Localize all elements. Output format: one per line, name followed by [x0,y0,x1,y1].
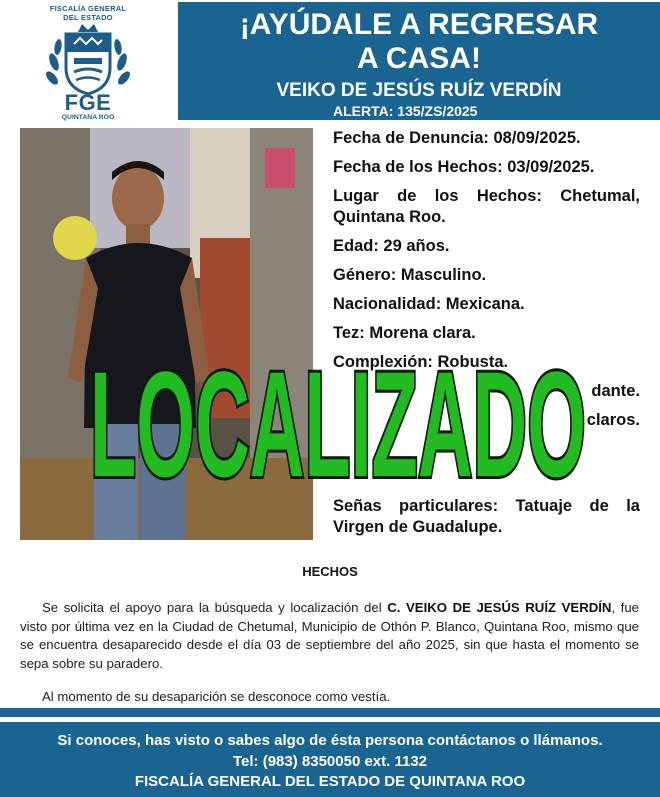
footer-agency: FISCALÍA GENERAL DEL ESTADO DE QUINTANA ROO [134,773,526,790]
detail-senas-line-1: Señas particulares: Tatuaje de la [333,497,640,515]
hechos-paragraph [20,599,639,673]
person-name: VEIKO DE JESÚS RUÍZ VERDÍN [276,80,562,101]
hechos-paragraph-start: Se solicita el apoyo para la búsqueda y localización del [42,600,388,615]
alert-number: ALERTA: 135/ZS/2025 [333,103,478,119]
logo-top-text: FISCALÍA GENERAL DEL ESTADO [49,4,127,22]
header-banner [178,2,660,120]
clothing-paragraph: Al momento de su desaparición se desconoce como vestía. [42,689,391,704]
detail-ojos-partial: claros. [586,411,640,429]
detail-complexion: Complexión: Robusta. [333,353,509,371]
hechos-title: HECHOS [302,564,358,579]
localizado-stamp-text: LOCALIZADO [90,352,586,492]
hechos-paragraph-name: C. VEIKO DE JESÚS RUÍZ VERDÍN [387,600,612,615]
logo-bottom-text: QUINTANA ROO [61,114,115,121]
hechos-paragraph-end: , fue visto por última vez en la Ciudad de Chetumal, Municipio de Othón P. Blanco, Quintana Roo, mismo que se encuentra desaparecido desde el día 03 de septiembre del año 2025, sin que hasta el momento se sepa sobre su paradero. [20,600,639,671]
detail-lugar-line-2: Quintana Roo. [333,208,446,226]
detail-nacionalidad: Nacionalidad: Mexicana. [333,295,525,313]
footer-call-to-action: Si conoces, has visto o sabes algo de ésta persona contáctanos o llámanos. [57,732,603,749]
headline-line-1: ¡AYÚDALE A REGRESAR [239,8,599,41]
footer-phone: Tel: (983) 8350050 ext. 1132 [232,753,428,770]
headline-line-2: A CASA! [357,42,481,75]
logo-acronym: FGE [64,90,112,115]
detail-genero: Género: Masculino. [333,266,487,284]
detail-senas-line-2: Virgen de Guadalupe. [333,518,503,536]
detail-fecha-denuncia: Fecha de Denuncia: 08/09/2025. [333,129,581,147]
footer-top-stripe [0,708,660,717]
detail-cabello-partial: dante. [591,382,640,400]
fge-emblem-icon [44,22,132,100]
detail-tez: Tez: Morena clara. [333,324,476,342]
localizado-stamp [86,352,590,492]
detail-lugar-line-1: Lugar de los Hechos: Chetumal, [333,187,640,205]
footer-banner [0,722,660,797]
fge-logo [20,4,156,122]
detail-edad: Edad: 29 años. [333,237,450,255]
detail-fecha-hechos: Fecha de los Hechos: 03/09/2025. [333,158,595,176]
